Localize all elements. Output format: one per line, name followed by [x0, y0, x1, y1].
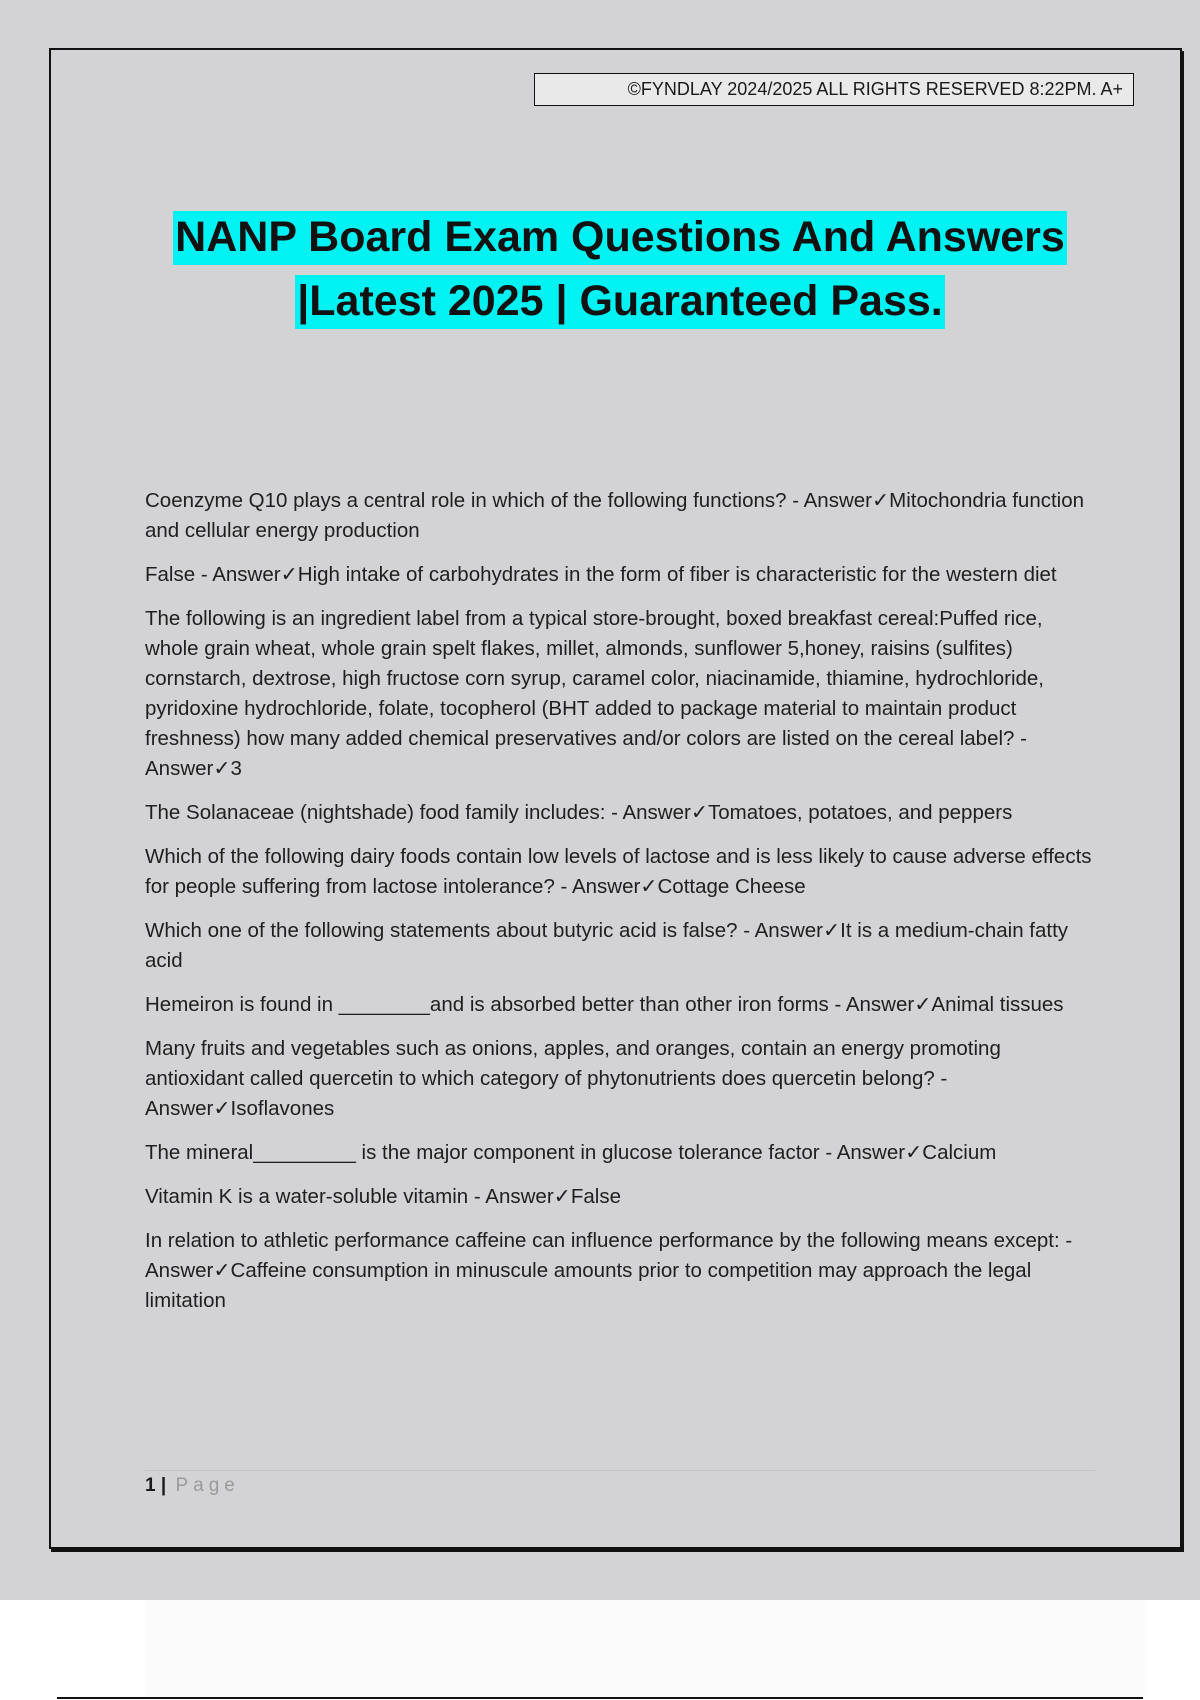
answer-marker: Answer✓ — [803, 489, 890, 512]
question-text: False - — [145, 563, 213, 586]
question-text: Many fruits and vegetables such as onions, apples, and oranges, contain an energy promoting antioxidant called quercetin to which category of phytonutrients does quercetin belong? - — [145, 1037, 1001, 1090]
answer-marker: Answer✓ — [754, 919, 841, 942]
page-label: Page — [175, 1475, 240, 1496]
question-text: The mineral_________ is the major component in glucose tolerance factor - — [145, 1141, 837, 1164]
answer-marker: Answer✓ — [145, 1259, 231, 1282]
answer-text: Mitochondria function and cellular energy production — [145, 489, 1085, 542]
qa-item — [145, 1182, 1095, 1212]
question-text: Which of the following dairy foods contain low levels of lactose and is less likely to cause adverse effects for people suffering from lactose intolerance? - — [145, 845, 1092, 898]
qa-item — [145, 486, 1095, 546]
answer-text: Calcium — [922, 1141, 997, 1164]
page-number: 1 — [145, 1475, 156, 1496]
question-text: The Solanaceae (nightshade) food family includes: - — [145, 801, 623, 824]
page-footer — [145, 1473, 240, 1499]
answer-marker: Answer✓ — [571, 875, 658, 898]
answer-marker: Answer✓ — [622, 801, 709, 824]
answer-marker: Answer✓ — [212, 563, 298, 586]
question-text: Coenzyme Q10 plays a central role in which of the following functions? - — [145, 489, 804, 512]
title-line-1: NANP Board Exam Questions And Answers — [173, 211, 1067, 265]
qa-item — [145, 842, 1095, 902]
document-title — [90, 205, 1150, 333]
qa-item — [145, 798, 1095, 828]
next-page-preview — [145, 1600, 1145, 1697]
question-text: In relation to athletic performance caffeine can influence performance by the following means except: - — [145, 1229, 1073, 1252]
answer-text: False — [570, 1185, 621, 1208]
question-text: Hemeiron is found in ________and is absorbed better than other iron forms - — [145, 993, 846, 1016]
qa-item — [145, 1226, 1095, 1316]
qa-item — [145, 604, 1095, 784]
question-text: Vitamin K is a water-soluble vitamin - — [145, 1185, 486, 1208]
answer-marker: Answer✓ — [845, 993, 932, 1016]
qa-item — [145, 916, 1095, 976]
answer-marker: Answer✓ — [145, 757, 231, 780]
answer-text: Tomatoes, potatoes, and peppers — [708, 801, 1013, 824]
answer-marker: Answer✓ — [836, 1141, 923, 1164]
answer-text: Isoflavones — [230, 1097, 335, 1120]
qa-item — [145, 1138, 1095, 1168]
answer-text: Cottage Cheese — [657, 875, 806, 898]
title-line-2: |Latest 2025 | Guaranteed Pass. — [295, 275, 944, 329]
next-page-border — [57, 1697, 1143, 1699]
answer-marker: Answer✓ — [145, 1097, 231, 1120]
qa-item — [145, 1034, 1095, 1124]
answer-text: Caffeine consumption in minuscule amounts prior to competition may approach the legal limitation — [145, 1259, 1032, 1312]
footer-divider — [145, 1470, 1095, 1471]
qa-item — [145, 560, 1095, 590]
answer-text: 3 — [230, 757, 242, 780]
page-separator: | — [160, 1475, 167, 1496]
qa-item — [145, 990, 1095, 1020]
copyright-header: ©FYNDLAY 2024/2025 ALL RIGHTS RESERVED 8:22PM. A+ — [534, 73, 1134, 106]
question-text: Which one of the following statements about butyric acid is false? - — [145, 919, 755, 942]
answer-text: It is a medium-chain fatty acid — [145, 919, 1069, 972]
answer-text: High intake of carbohydrates in the form of fiber is characteristic for the western diet — [297, 563, 1057, 586]
question-text: The following is an ingredient label from a typical store-brought, boxed breakfast cereal:Puffed rice, whole grain wheat, whole grain spelt flakes, millet, almonds, sunflower 5,honey, raisins (sulfites) cornstarch, dextrose, high fructose corn syrup, caramel color, niacinamide, thiamine, hydrochloride, pyridoxine hydrochloride, folate, tocopherol (BHT added to package material to maintain product freshness) how many added chemical preservatives and/or colors are listed on the cereal label? - — [145, 607, 1045, 750]
answer-marker: Answer✓ — [485, 1185, 571, 1208]
question-answer-list — [145, 486, 1095, 1330]
answer-text: Animal tissues — [931, 993, 1064, 1016]
